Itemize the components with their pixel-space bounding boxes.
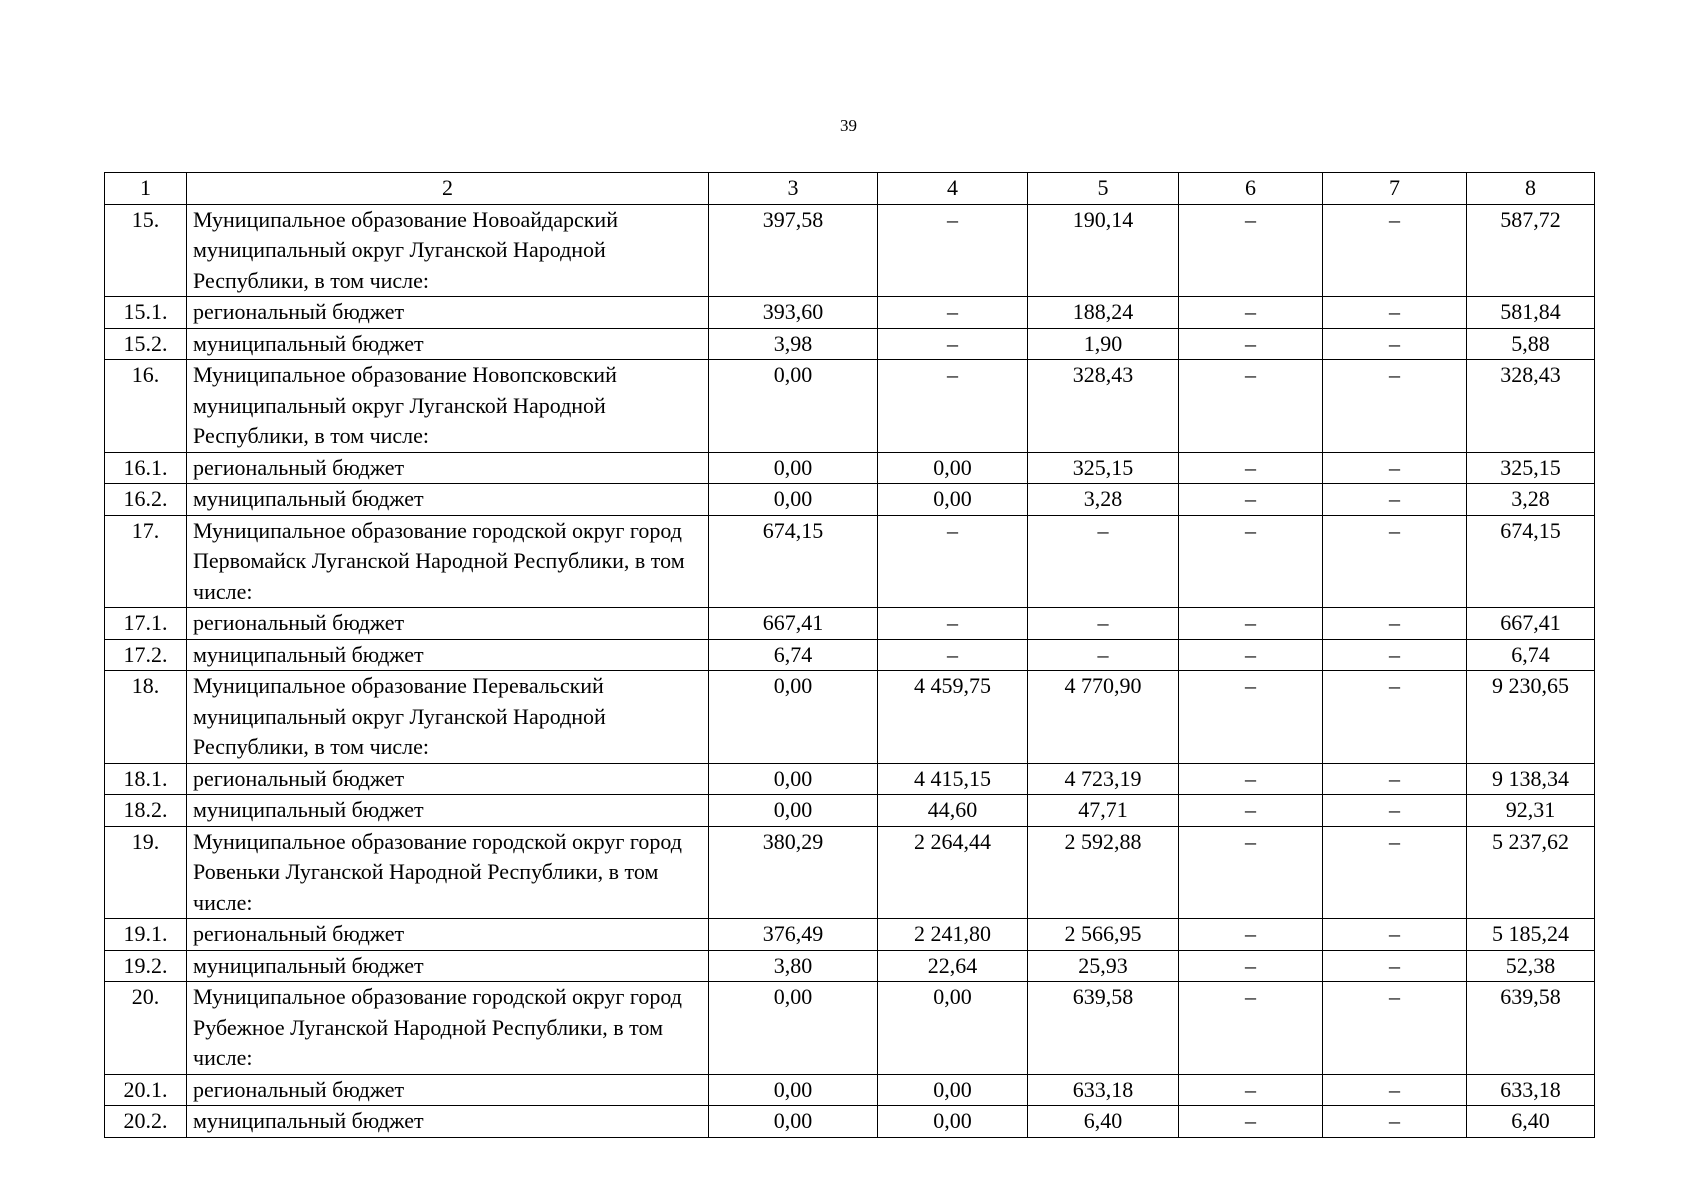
cell-col-3: 0,00	[709, 1074, 878, 1106]
cell-col-6: –	[1179, 982, 1323, 1075]
row-number: 18.1.	[105, 763, 187, 795]
cell-col-8: 674,15	[1467, 515, 1595, 608]
cell-col-5: 3,28	[1028, 484, 1179, 516]
cell-col-7: –	[1323, 452, 1467, 484]
row-name: региональный бюджет	[187, 297, 709, 329]
table-row	[105, 484, 1595, 516]
table-row	[105, 608, 1595, 640]
table-row	[105, 328, 1595, 360]
cell-col-6: –	[1179, 452, 1323, 484]
page-number: 39	[840, 116, 857, 135]
cell-col-6: –	[1179, 484, 1323, 516]
cell-col-5: 25,93	[1028, 950, 1179, 982]
cell-col-7: –	[1323, 328, 1467, 360]
table-row	[105, 763, 1595, 795]
column-header: 4	[878, 173, 1028, 205]
cell-col-7: –	[1323, 826, 1467, 919]
row-number: 18.	[105, 671, 187, 764]
cell-col-7: –	[1323, 919, 1467, 951]
table-row	[105, 204, 1595, 297]
cell-col-6: –	[1179, 950, 1323, 982]
cell-col-3: 0,00	[709, 452, 878, 484]
cell-col-3: 0,00	[709, 763, 878, 795]
cell-col-8: 5 237,62	[1467, 826, 1595, 919]
cell-col-4: 2 241,80	[878, 919, 1028, 951]
cell-col-8: 92,31	[1467, 795, 1595, 827]
cell-col-7: –	[1323, 639, 1467, 671]
cell-col-6: –	[1179, 763, 1323, 795]
cell-col-4: 0,00	[878, 452, 1028, 484]
cell-col-8: 667,41	[1467, 608, 1595, 640]
row-number: 18.2.	[105, 795, 187, 827]
cell-col-5: 188,24	[1028, 297, 1179, 329]
cell-col-8: 587,72	[1467, 204, 1595, 297]
cell-col-3: 6,74	[709, 639, 878, 671]
row-number: 15.	[105, 204, 187, 297]
cell-col-6: –	[1179, 919, 1323, 951]
cell-col-8: 5,88	[1467, 328, 1595, 360]
row-name: муниципальный бюджет	[187, 639, 709, 671]
row-number: 17.1.	[105, 608, 187, 640]
row-name: региональный бюджет	[187, 763, 709, 795]
cell-col-5: 4 723,19	[1028, 763, 1179, 795]
row-name: муниципальный бюджет	[187, 484, 709, 516]
row-number: 16.2.	[105, 484, 187, 516]
row-name: муниципальный бюджет	[187, 328, 709, 360]
cell-col-4: 44,60	[878, 795, 1028, 827]
column-header: 1	[105, 173, 187, 205]
cell-col-3: 667,41	[709, 608, 878, 640]
cell-col-5: 639,58	[1028, 982, 1179, 1075]
table-row	[105, 360, 1595, 453]
cell-col-4: –	[878, 328, 1028, 360]
header-row	[105, 173, 1595, 205]
cell-col-4: 4 459,75	[878, 671, 1028, 764]
row-name: Муниципальное образование городской округ город Ровеньки Луганской Народной Республики, в том числе:	[187, 826, 709, 919]
row-name: региональный бюджет	[187, 1074, 709, 1106]
row-name: Муниципальное образование Новопсковский муниципальный округ Луганской Народной Республики, в том числе:	[187, 360, 709, 453]
cell-col-4: –	[878, 639, 1028, 671]
cell-col-6: –	[1179, 297, 1323, 329]
cell-col-8: 3,28	[1467, 484, 1595, 516]
cell-col-8: 5 185,24	[1467, 919, 1595, 951]
budget-table	[104, 172, 1595, 1138]
row-number: 15.2.	[105, 328, 187, 360]
column-header: 6	[1179, 173, 1323, 205]
row-number: 20.2.	[105, 1106, 187, 1138]
cell-col-5: 2 566,95	[1028, 919, 1179, 951]
table-row	[105, 919, 1595, 951]
cell-col-7: –	[1323, 360, 1467, 453]
cell-col-6: –	[1179, 826, 1323, 919]
cell-col-8: 639,58	[1467, 982, 1595, 1075]
row-name: Муниципальное образование городской округ город Рубежное Луганской Народной Республики, в том числе:	[187, 982, 709, 1075]
cell-col-3: 0,00	[709, 795, 878, 827]
row-name: региональный бюджет	[187, 919, 709, 951]
cell-col-3: 393,60	[709, 297, 878, 329]
table-row	[105, 1074, 1595, 1106]
table-row	[105, 950, 1595, 982]
cell-col-5: –	[1028, 608, 1179, 640]
cell-col-4: 0,00	[878, 982, 1028, 1075]
column-header: 5	[1028, 173, 1179, 205]
cell-col-4: –	[878, 360, 1028, 453]
column-header: 8	[1467, 173, 1595, 205]
row-number: 17.2.	[105, 639, 187, 671]
row-name: региональный бюджет	[187, 452, 709, 484]
cell-col-4: 2 264,44	[878, 826, 1028, 919]
cell-col-8: 328,43	[1467, 360, 1595, 453]
row-number: 15.1.	[105, 297, 187, 329]
cell-col-5: –	[1028, 515, 1179, 608]
row-number: 19.	[105, 826, 187, 919]
cell-col-8: 6,74	[1467, 639, 1595, 671]
cell-col-4: –	[878, 297, 1028, 329]
cell-col-3: 3,80	[709, 950, 878, 982]
cell-col-4: –	[878, 515, 1028, 608]
cell-col-6: –	[1179, 1074, 1323, 1106]
cell-col-8: 633,18	[1467, 1074, 1595, 1106]
cell-col-6: –	[1179, 204, 1323, 297]
table-row	[105, 639, 1595, 671]
table-row	[105, 671, 1595, 764]
table-row	[105, 515, 1595, 608]
cell-col-7: –	[1323, 671, 1467, 764]
cell-col-5: 2 592,88	[1028, 826, 1179, 919]
cell-col-7: –	[1323, 297, 1467, 329]
row-name: муниципальный бюджет	[187, 795, 709, 827]
cell-col-7: –	[1323, 1074, 1467, 1106]
cell-col-5: 1,90	[1028, 328, 1179, 360]
row-name: региональный бюджет	[187, 608, 709, 640]
cell-col-3: 0,00	[709, 1106, 878, 1138]
cell-col-3: 0,00	[709, 982, 878, 1075]
cell-col-6: –	[1179, 608, 1323, 640]
cell-col-5: 4 770,90	[1028, 671, 1179, 764]
cell-col-5: 190,14	[1028, 204, 1179, 297]
table-row	[105, 452, 1595, 484]
cell-col-5: 633,18	[1028, 1074, 1179, 1106]
cell-col-5: –	[1028, 639, 1179, 671]
table-row	[105, 297, 1595, 329]
cell-col-4: –	[878, 204, 1028, 297]
cell-col-5: 325,15	[1028, 452, 1179, 484]
cell-col-8: 581,84	[1467, 297, 1595, 329]
row-number: 20.	[105, 982, 187, 1075]
cell-col-7: –	[1323, 982, 1467, 1075]
cell-col-6: –	[1179, 515, 1323, 608]
row-name: муниципальный бюджет	[187, 1106, 709, 1138]
row-number: 16.	[105, 360, 187, 453]
cell-col-3: 0,00	[709, 671, 878, 764]
cell-col-6: –	[1179, 328, 1323, 360]
cell-col-7: –	[1323, 763, 1467, 795]
column-header: 2	[187, 173, 709, 205]
table-row	[105, 826, 1595, 919]
cell-col-8: 325,15	[1467, 452, 1595, 484]
cell-col-7: –	[1323, 608, 1467, 640]
cell-col-3: 3,98	[709, 328, 878, 360]
row-name: Муниципальное образование Перевальский муниципальный округ Луганской Народной Республики, в том числе:	[187, 671, 709, 764]
row-number: 19.1.	[105, 919, 187, 951]
row-number: 20.1.	[105, 1074, 187, 1106]
column-header: 3	[709, 173, 878, 205]
cell-col-6: –	[1179, 1106, 1323, 1138]
column-header: 7	[1323, 173, 1467, 205]
cell-col-3: 380,29	[709, 826, 878, 919]
cell-col-3: 397,58	[709, 204, 878, 297]
cell-col-4: 0,00	[878, 484, 1028, 516]
cell-col-7: –	[1323, 795, 1467, 827]
cell-col-3: 0,00	[709, 484, 878, 516]
cell-col-6: –	[1179, 671, 1323, 764]
cell-col-8: 52,38	[1467, 950, 1595, 982]
cell-col-6: –	[1179, 795, 1323, 827]
cell-col-4: –	[878, 608, 1028, 640]
row-name: муниципальный бюджет	[187, 950, 709, 982]
cell-col-5: 47,71	[1028, 795, 1179, 827]
cell-col-7: –	[1323, 950, 1467, 982]
cell-col-6: –	[1179, 639, 1323, 671]
cell-col-3: 376,49	[709, 919, 878, 951]
cell-col-8: 9 138,34	[1467, 763, 1595, 795]
cell-col-7: –	[1323, 515, 1467, 608]
row-number: 19.2.	[105, 950, 187, 982]
row-name: Муниципальное образование Новоайдарский муниципальный округ Луганской Народной Республики, в том числе:	[187, 204, 709, 297]
cell-col-3: 674,15	[709, 515, 878, 608]
cell-col-7: –	[1323, 1106, 1467, 1138]
cell-col-8: 6,40	[1467, 1106, 1595, 1138]
row-number: 17.	[105, 515, 187, 608]
table-row	[105, 795, 1595, 827]
cell-col-5: 6,40	[1028, 1106, 1179, 1138]
cell-col-8: 9 230,65	[1467, 671, 1595, 764]
row-number: 16.1.	[105, 452, 187, 484]
cell-col-3: 0,00	[709, 360, 878, 453]
cell-col-7: –	[1323, 484, 1467, 516]
cell-col-5: 328,43	[1028, 360, 1179, 453]
row-name: Муниципальное образование городской округ город Первомайск Луганской Народной Республики, в том числе:	[187, 515, 709, 608]
table-row	[105, 1106, 1595, 1138]
cell-col-4: 4 415,15	[878, 763, 1028, 795]
cell-col-7: –	[1323, 204, 1467, 297]
cell-col-4: 22,64	[878, 950, 1028, 982]
cell-col-4: 0,00	[878, 1074, 1028, 1106]
table-row	[105, 982, 1595, 1075]
cell-col-6: –	[1179, 360, 1323, 453]
cell-col-4: 0,00	[878, 1106, 1028, 1138]
